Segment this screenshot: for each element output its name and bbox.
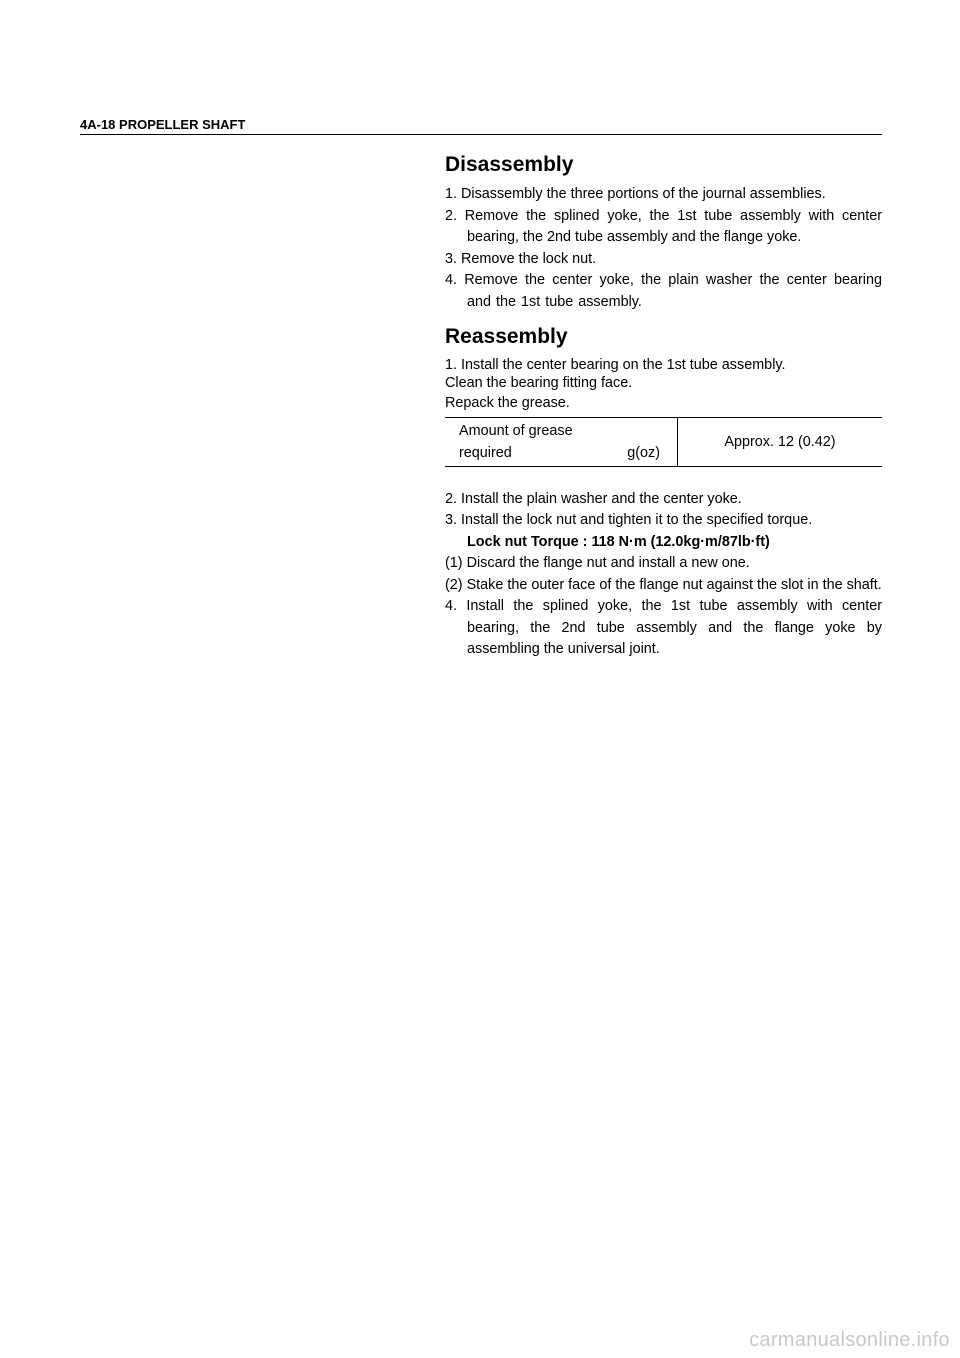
disassembly-step-3: 3. Remove the lock nut. [445,250,597,267]
grease-label-unit: g(oz) [627,444,660,461]
grease-value-cell: Approx. 12 (0.42) [724,433,836,450]
reassembly-step-4: 4. Install the splined yoke, the 1st tube assembly with center bearing, the 2nd tube assembly and the flange yoke by assembling the universal joint. [445,598,882,657]
reassembly-repack-note: Repack the grease. [445,395,570,411]
grease-label-required: required [459,444,512,461]
content-column [445,150,882,661]
watermark-text: carmanualsonline.info [749,1329,950,1351]
disassembly-heading: Disassembly [445,153,574,176]
page-header [80,117,882,135]
disassembly-step-4: 4. Remove the center yoke, the plain washer the center bearing and the 1st tube assembly. [445,272,882,310]
reassembly-clean-note: Clean the bearing fitting face. [445,375,633,391]
disassembly-step-1: 1. Disassembly the three portions of the journal assemblies. [445,186,826,202]
reassembly-step-2: 2. Install the plain washer and the center yoke. [445,490,742,507]
disassembly-step-2: 2. Remove the splined yoke, the 1st tube assembly with center bearing, the 2nd tube assembly and the flange yoke. [445,207,882,245]
reassembly-step-3: 3. Install the lock nut and tighten it to the specified torque. [445,512,813,528]
table-row [445,417,882,466]
grease-label-line2 [459,442,677,464]
reassembly-sub-step-1: (1) Discard the flange nut and install a new one. [445,555,750,571]
reassembly-sub-step-2: (2) Stake the outer face of the flange nut against the slot in the shaft. [445,576,882,593]
reassembly-step-1: 1. Install the center bearing on the 1st tube assembly. [445,357,786,373]
page-header-title: 4A-18 PROPELLER SHAFT [80,117,246,132]
grease-amount-table [445,417,882,467]
grease-label-cell [445,417,678,466]
grease-label-line1: Amount of grease [459,422,573,439]
lock-nut-torque-spec: Lock nut Torque : 118 N·m (12.0kg·m/87lb·ft) [467,533,770,550]
reassembly-heading: Reassembly [445,325,568,348]
